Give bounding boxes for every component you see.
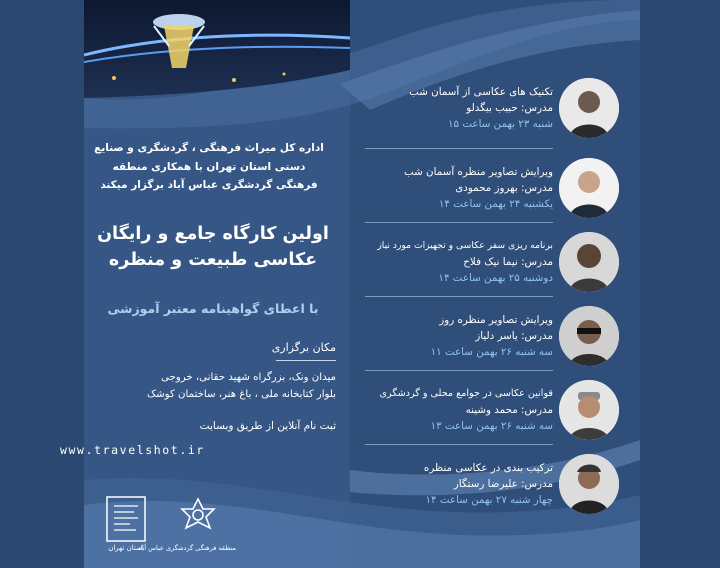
course-item bbox=[350, 150, 635, 224]
course-teacher: مدرس: بهروز محمودی bbox=[455, 182, 553, 194]
info-column bbox=[84, 0, 350, 568]
course-date: دوشنبه ۲۵ بهمن ساعت ۱۴ bbox=[438, 272, 553, 284]
organizer-text: اداره کل میراث فرهنگی ، گردشگری و صنایع دستی استان تهران با همکاری منطقه فرهنگی گردشگری عباس آباد برگزار میکند bbox=[94, 142, 324, 191]
course-teacher: مدرس: حبیب بیگدلو bbox=[466, 102, 553, 114]
course-teacher: مدرس: نیما نیک فلاح bbox=[463, 256, 553, 268]
course-list bbox=[350, 70, 635, 515]
main-title-line1: اولین کارگاه جامع و رایگان bbox=[97, 224, 329, 244]
course-title: تکنیک های عکاسی از آسمان شب bbox=[409, 86, 553, 98]
course-teacher: مدرس: یاسر دلیاز bbox=[475, 330, 553, 342]
course-title: ویرایش تصاویر منظره روز bbox=[439, 314, 553, 326]
teacher-avatar bbox=[559, 454, 619, 514]
website-link[interactable]: www.travelshot.ir bbox=[60, 443, 205, 457]
course-divider bbox=[365, 222, 553, 223]
course-item bbox=[350, 224, 635, 298]
venue-label: مکان برگزاری bbox=[271, 341, 336, 354]
course-item bbox=[350, 372, 635, 446]
course-teacher: مدرس: محمد وشینه bbox=[465, 404, 553, 416]
register-text: ثبت نام آنلاین از طریق وبسایت bbox=[199, 420, 336, 432]
course-divider bbox=[365, 370, 553, 371]
course-item bbox=[350, 446, 635, 520]
course-date: سه شنبه ۲۶ بهمن ساعت ۱۱ bbox=[430, 346, 553, 358]
venue-address: میدان ونک، بزرگراه شهید حقانی، خروجی بلوار کتابخانه ملی ، باغ هنر، ساختمان کوشک bbox=[147, 372, 336, 400]
course-title: ترکیب بندی در عکاسی منظره bbox=[423, 462, 553, 474]
course-teacher: مدرس: علیرضا رستگار bbox=[453, 478, 553, 490]
teacher-avatar bbox=[559, 306, 619, 366]
sponsor-logos bbox=[96, 496, 256, 566]
teacher-avatar bbox=[559, 78, 619, 138]
course-date: شنبه ۲۳ بهمن ساعت ۱۵ bbox=[447, 118, 553, 130]
course-title: ویرایش تصاویر منظره آسمان شب bbox=[404, 166, 553, 178]
course-divider bbox=[365, 148, 553, 149]
course-title: برنامه ریزی سفر عکاسی و تجهیزات مورد نیاز bbox=[377, 240, 553, 251]
main-title-line2: عکاسی طبیعت و منظره bbox=[108, 250, 318, 270]
abbasabad-logo-caption: منطقه فرهنگی گردشگری عباس آباد bbox=[137, 544, 236, 552]
teacher-avatar bbox=[559, 158, 619, 218]
course-item bbox=[350, 298, 635, 372]
course-title: قوانین عکاسی در جوامع محلی و گردشگری bbox=[379, 388, 553, 399]
certificate-subtitle: با اعطای گواهینامه معتبر آموزشی bbox=[107, 301, 319, 316]
abbasabad-logo-icon bbox=[176, 496, 220, 540]
course-date: سه شنبه ۲۶ بهمن ساعت ۱۳ bbox=[430, 420, 553, 432]
teacher-avatar bbox=[559, 232, 619, 292]
heritage-logo-caption: استان تهران bbox=[108, 544, 144, 552]
course-date: یکشنبه ۲۴ بهمن ساعت ۱۴ bbox=[438, 198, 553, 210]
course-divider bbox=[365, 444, 553, 445]
course-divider bbox=[365, 296, 553, 297]
heritage-logo-icon bbox=[106, 496, 146, 542]
course-item bbox=[350, 70, 635, 144]
teacher-avatar bbox=[559, 380, 619, 440]
course-date: چهار شنبه ۲۷ بهمن ساعت ۱۴ bbox=[425, 494, 553, 506]
venue-divider bbox=[276, 360, 336, 361]
